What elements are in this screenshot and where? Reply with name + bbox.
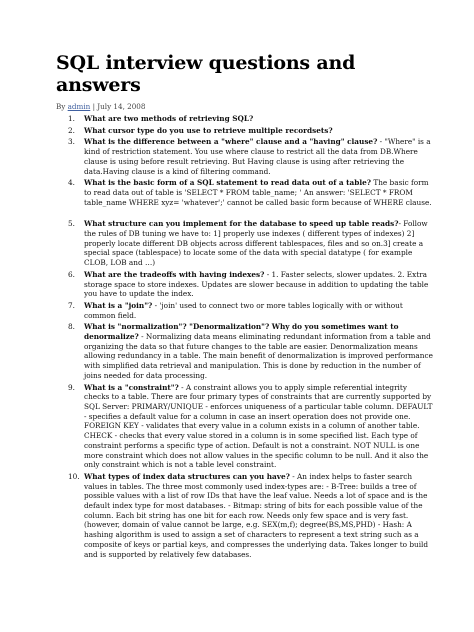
question-number: 1. bbox=[68, 114, 75, 123]
question-item-1 bbox=[56, 114, 434, 124]
question-item-3 bbox=[56, 137, 434, 176]
question-number: 9. bbox=[68, 382, 75, 392]
author-link[interactable]: admin bbox=[67, 102, 91, 111]
question-item-4 bbox=[56, 178, 434, 207]
post-date: July 14, 2008 bbox=[97, 102, 146, 111]
answer-text: - A constraint allows you to apply simple referential integrity checks to a table. There are four primary types of constraints that are currently supported by SQL Server: PRIMARY/UNIQUE - enforces uniqueness of a particular table column. DEFAULT - specifies a default value for a column in case an insert operation does not provide one. FOREIGN KEY - validates that every value in a column exists in a column of another table. CHECK - checks that every value stored in a column is in some specified list. Each type of constraint performs a specific type of action. Default is not a constraint. NOT NULL is one more constraint which does not allow values in the specific column to be null. And it also the only constraint which is not a table level constraint. bbox=[84, 382, 433, 470]
question-number: 8. bbox=[68, 322, 75, 332]
question-text: What structure can you implement for the database to speed up table reads? bbox=[84, 219, 399, 229]
question-number: 7. bbox=[68, 300, 75, 310]
question-item-5 bbox=[56, 219, 434, 268]
question-item-9 bbox=[56, 383, 434, 470]
question-text: What types of index data structures can you have? bbox=[84, 471, 290, 481]
answer-text: - 'join' used to connect two or more tables logically with or without common field. bbox=[84, 300, 403, 320]
question-number: 2. bbox=[68, 125, 75, 135]
byline-prefix: By bbox=[56, 102, 68, 111]
question-item-2 bbox=[56, 126, 434, 136]
question-text: What is a "constraint"? bbox=[84, 382, 179, 392]
question-number: 4. bbox=[68, 178, 75, 188]
question-number: 3. bbox=[68, 137, 75, 147]
question-item-7 bbox=[56, 301, 434, 320]
answer-text: - Follow the rules of DB tuning we have to: 1] properly use indexes ( different types of indexes) 2] properly locate different DB objects across different tablespaces, files and so on.3] create a special space (tablespace) to locate some of the data with special datatype ( for example CLOB, LOB and …) bbox=[84, 219, 428, 268]
page-title: SQL interview questions and answers bbox=[56, 52, 356, 96]
answer-text: - An index helps to faster search values in tables. The three most commonly used index-types are: - B-Tree: builds a tree of possible values with a list of row IDs that have the leaf value. Needs a lot of space and is the default index type for most databases. - Bitmap: string of bits for each possible value of the column. Each bit string has one bit for each row. Needs only few space and is very fast.(however, domain of value cannot be large, e.g. SEX(m,f); degree(BS,MS,PHD) - Hash: A hashing algorithm is used to assign a set of characters to represent a text string such as a composite of keys or partial keys, and compresses the underlying data. Takes longer to build and is supported by relatively few databases. bbox=[84, 471, 429, 559]
answer-text: - "Where" is a kind of restriction statement. You use where clause to restrict all the data from DB.Where clause is using before result retrieving. But Having clause is using after retrieving the data.Having clause is a kind of filtering command. bbox=[84, 137, 431, 176]
byline bbox=[56, 102, 434, 111]
question-text: What is the basic form of a SQL statement to read data out of a table? bbox=[84, 178, 372, 188]
answer-text: - Normalizing data means eliminating redundant information from a table and organizing the data so that future changes to the table are easier. Denormalization means allowing redundancy in a table. The main benefit of denormalization is improved performance with simplified data retrieval and manipulation. This is done by reduction in the number of joins needed for data processing. bbox=[84, 332, 433, 380]
question-number: 10. bbox=[68, 471, 80, 481]
question-item-8 bbox=[56, 322, 434, 380]
answer-text: - 1. Faster selects, slower updates. 2. Extra storage space to store indexes. Updates are slower because in addition to updating the table you have to update the index. bbox=[84, 269, 429, 299]
question-item-10 bbox=[56, 472, 434, 559]
question-text: What is "normalization"? "Denormalization"? Why do you sometimes want to denormalize? bbox=[84, 322, 399, 342]
question-text: What are two methods of retrieving SQL? bbox=[84, 114, 254, 123]
answer-text: The basic form to read data out of table is 'SELECT * FROM table_name; ' An answer: 'SELECT * FROM table_name WHERE xyz= 'whatever';' cannot be called basic form because of WHERE clause. bbox=[84, 178, 432, 207]
question-text: What cursor type do you use to retrieve multiple recordsets? bbox=[84, 125, 333, 135]
question-text: What is a "join"? bbox=[84, 300, 153, 310]
question-text: What are the tradeoffs with having indexes? bbox=[84, 269, 265, 279]
byline-separator: | bbox=[90, 102, 98, 111]
question-number: 5. bbox=[68, 219, 75, 229]
question-number: 6. bbox=[68, 269, 75, 279]
question-item-6 bbox=[56, 270, 434, 299]
question-list bbox=[56, 114, 434, 559]
question-text: What is the difference between a "where" clause and a "having" clause? bbox=[84, 137, 378, 147]
